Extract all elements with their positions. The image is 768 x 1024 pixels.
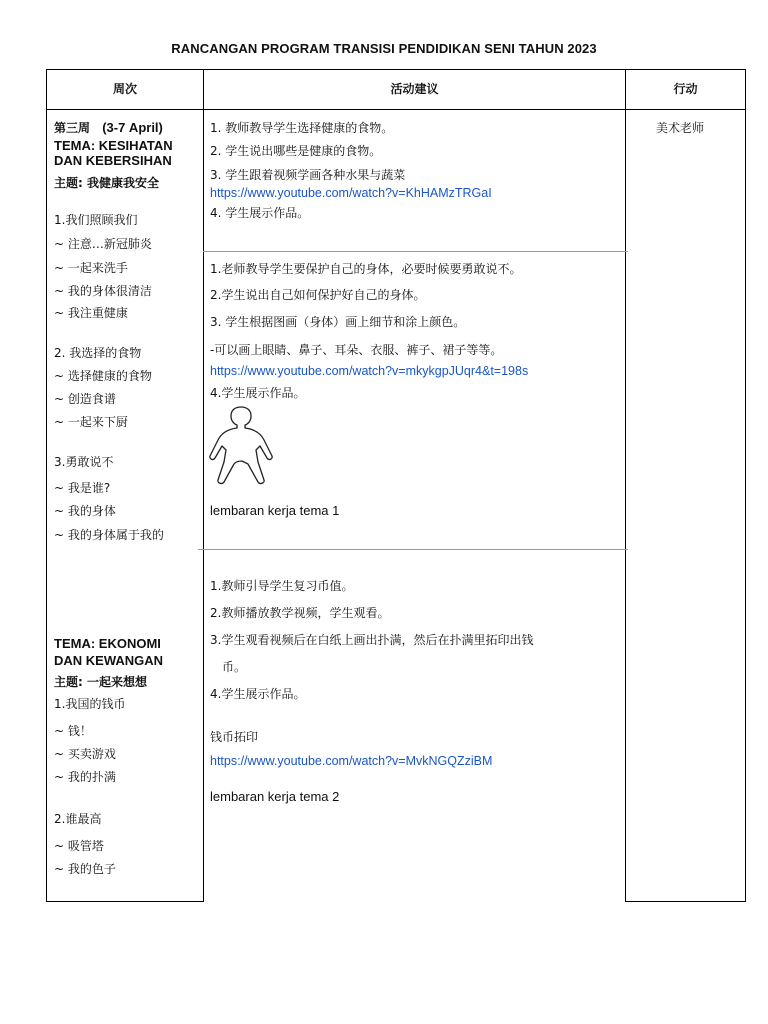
activity-item: 1.教师引导学生复习币值。 [210,579,354,593]
list-item: ~ 创造食谱 [54,392,116,406]
video-link-3[interactable]: https://www.youtube.com/watch?v=MvkNGQZziBM [210,754,493,768]
page-title: RANCANGAN PROGRAM TRANSISI PENDIDIKAN SENI TAHUN 2023 [171,41,597,56]
list-item: ~ 选择健康的食物 [54,369,152,383]
list-item: ~ 我注重健康 [54,306,128,320]
list-item: ~ 钱！ [54,724,92,738]
theme1-title-line2: DAN KEBERSIHAN [54,153,172,168]
activity-item: 4. 学生展示作品。 [210,206,310,220]
table-border-left [46,69,47,902]
list-item: ~ 一起来洗手 [54,261,128,275]
week-dates: (3-7 April) [102,120,163,135]
activity-item: 3. 学生根据图画（身体）画上细节和涂上颜色。 [210,315,466,329]
list-item: ~ 一起来下厨 [54,415,128,429]
table-bottom-left [46,901,204,902]
person-outline-icon [207,404,275,486]
week-label [54,120,163,136]
theme1-topic: 主题: 我健康我安全 [54,176,159,190]
section-divider-1 [203,251,628,252]
activity-item: 2.学生说出自己如何保护好自己的身体。 [210,288,426,302]
activity-item: 2. 学生说出哪些是健康的食物。 [210,144,382,158]
table-header-divider [46,109,746,110]
list-item: ~ 注意…新冠肺炎 [54,237,152,251]
activity-item: 3.学生观看视频后在白纸上画出扑满，然后在扑满里拓印出钱 [210,633,534,647]
table-col-divider-2 [625,69,626,902]
week-number: 第三周 [54,121,91,135]
list-item: ~ 我的色子 [54,862,116,876]
theme2-title-line1: TEMA: EKONOMI [54,636,161,651]
list-item: 1.我们照顾我们 [54,213,138,227]
coin-rubbing-label: 钱币拓印 [210,730,259,744]
video-link-2[interactable]: https://www.youtube.com/watch?v=mkykgpJUqr4&t=198s [210,364,529,378]
activity-item: 3. 学生跟着视频学画各种水果与蔬菜 [210,168,406,182]
table-bottom-right [625,901,746,902]
theme2-topic: 主题: 一起来想想 [54,675,147,689]
list-item: 3.勇敢说不 [54,455,114,469]
header-week: 周次 [112,82,137,96]
activity-item: 4.学生展示作品。 [210,687,306,701]
list-item: ~ 我的身体 [54,504,116,518]
video-link-1[interactable]: https://www.youtube.com/watch?v=KhHAMzTRGaI [210,186,492,200]
activity-item: -可以画上眼睛、鼻子、耳朵、衣服、裤子、裙子等等。 [210,343,503,357]
activity-item: 币。 [222,660,247,674]
activity-item: 2.教师播放教学视频，学生观看。 [210,606,390,620]
activity-item: 1.老师教导学生要保护自己的身体，必要时候要勇敢说不。 [210,262,522,276]
table-border-top [46,69,746,70]
header-activity: 活动建议 [390,82,439,96]
theme2-title-line2: DAN KEWANGAN [54,653,164,668]
list-item: ~ 我是谁? [54,481,111,495]
theme1-title-line1: TEMA: KESIHATAN [54,138,173,153]
list-item: 2. 我选择的食物 [54,346,142,360]
list-item: ~ 我的扑满 [54,770,116,784]
worksheet-label-2: lembaran kerja tema 2 [210,789,340,804]
list-item: ~ 我的身体属于我的 [54,528,164,542]
header-action: 行动 [673,82,698,96]
table-col-divider-1 [203,69,204,902]
list-item: ~ 买卖游戏 [54,747,116,761]
activity-item: 1. 教师教导学生选择健康的食物。 [210,121,394,135]
activity-item: 4.学生展示作品。 [210,386,306,400]
action-teacher: 美术老师 [656,121,705,135]
list-item: 2.谁最高 [54,812,102,826]
list-item: ~ 我的身体很清洁 [54,284,152,298]
section-divider-2 [198,549,628,550]
table-border-right [745,69,746,902]
list-item: 1.我国的钱币 [54,697,126,711]
list-item: ~ 吸管塔 [54,839,104,853]
worksheet-label-1: lembaran kerja tema 1 [210,503,340,518]
